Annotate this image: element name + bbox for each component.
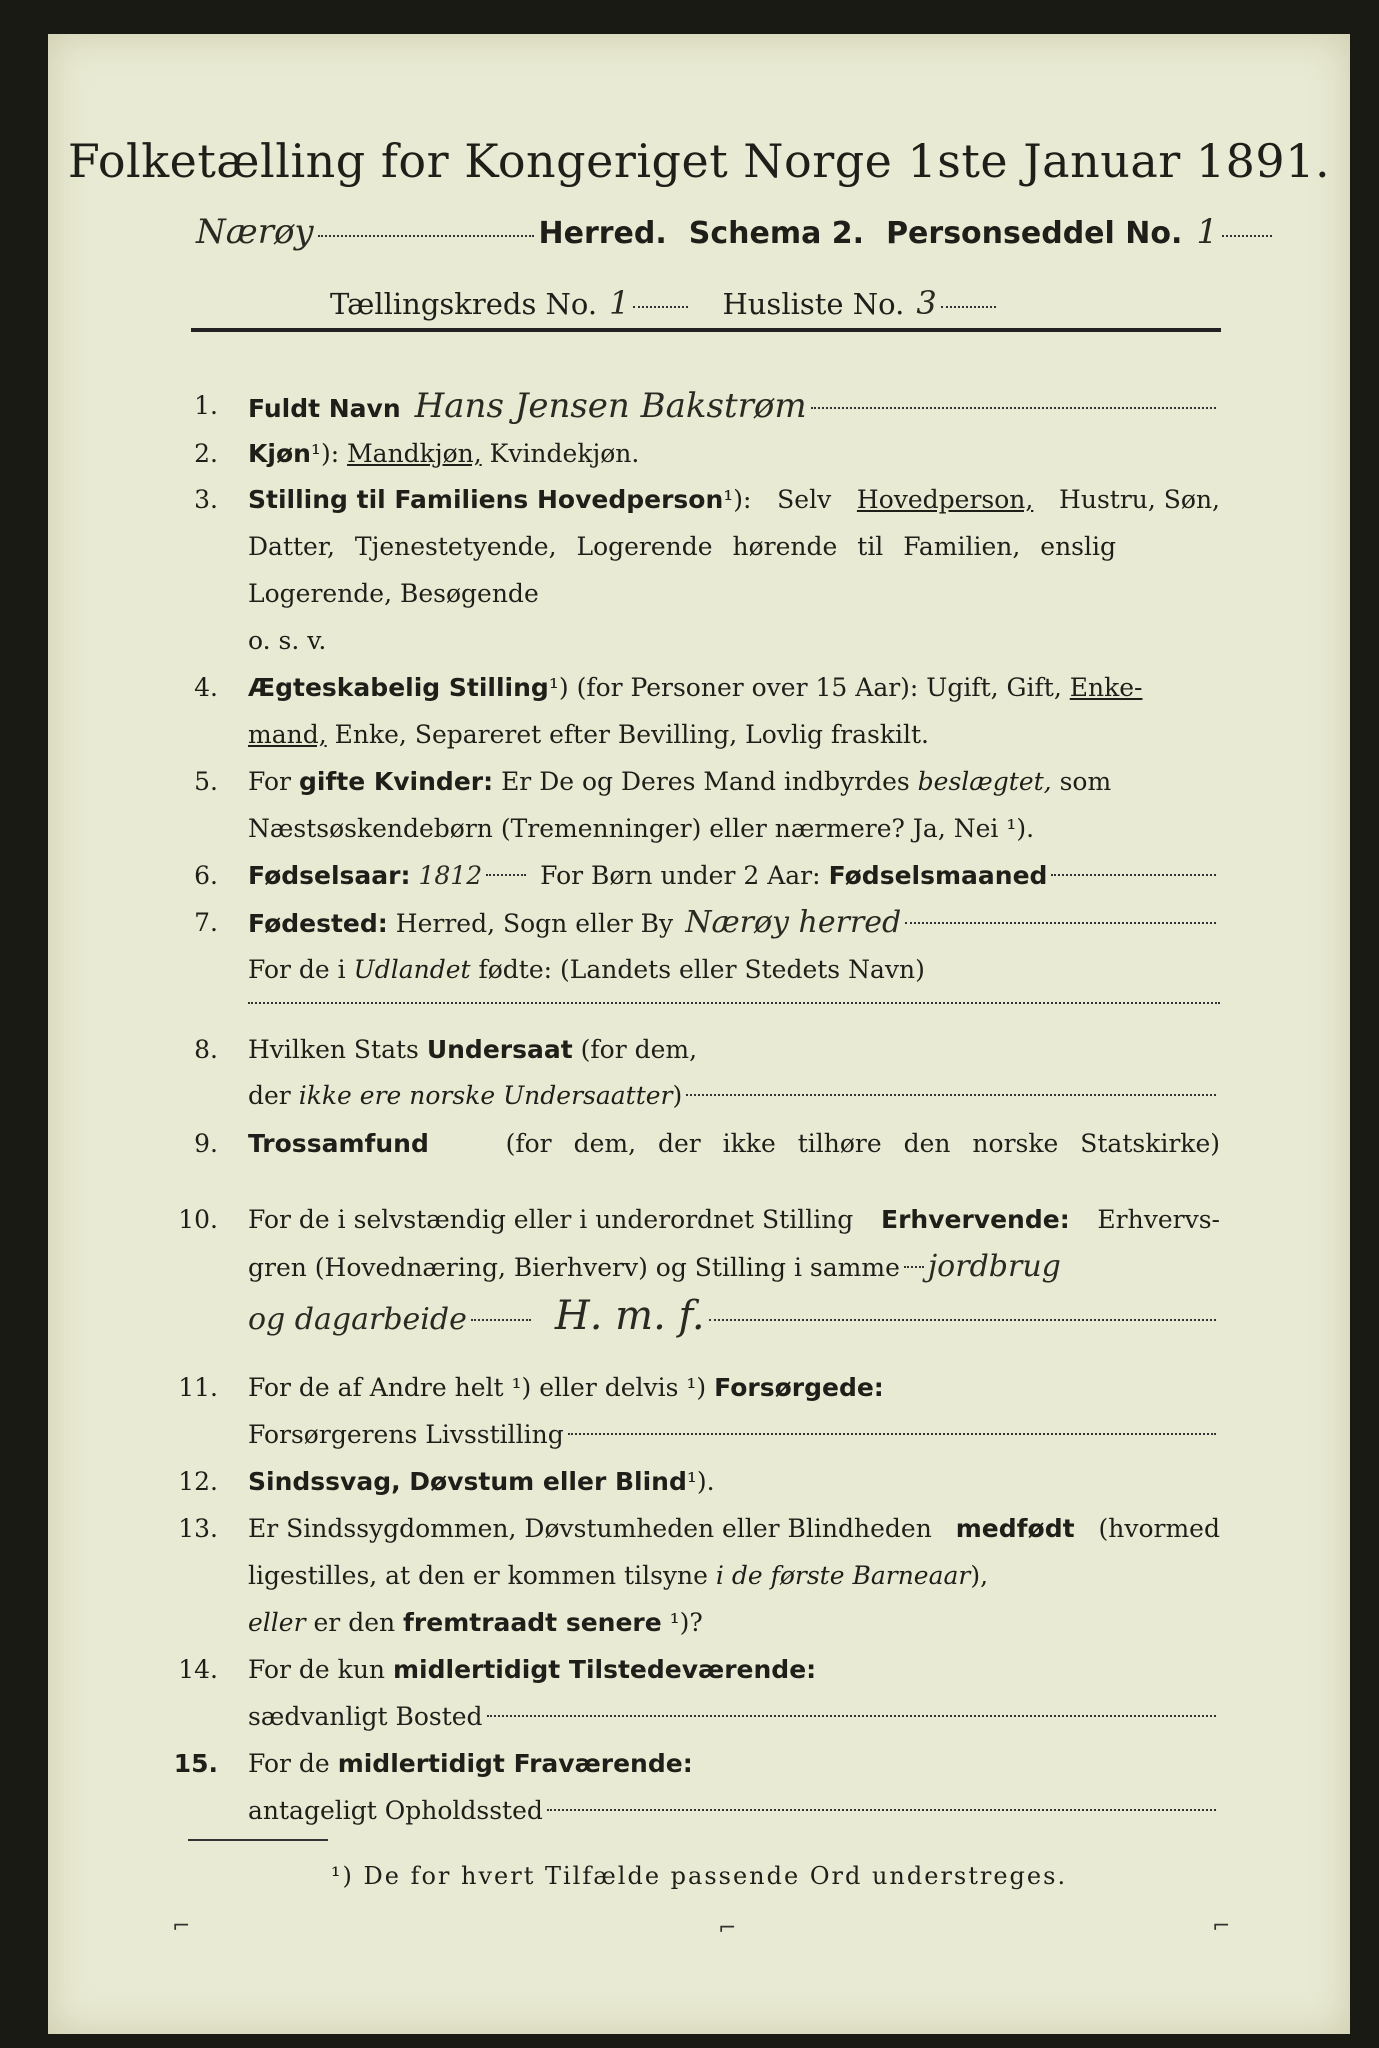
- item-text: som: [1059, 767, 1112, 796]
- item-text: ),: [970, 1561, 989, 1590]
- item-number: 9.: [194, 1129, 218, 1158]
- option-text: Datter, Tjenestetyende, Logerende hørende til Familien, enslig: [248, 532, 1117, 561]
- item-text: der: [248, 1081, 291, 1110]
- birth-year-answer: 1812: [418, 861, 483, 890]
- item-label: Fødested:: [248, 909, 388, 938]
- item-text: Erhvervs-: [1097, 1205, 1220, 1234]
- item-text-italic: eller: [248, 1608, 306, 1637]
- item-text: fødte: (Landets eller Stedets Navn): [478, 955, 925, 984]
- item-label: Forsørgede:: [714, 1373, 884, 1402]
- option-enkemand-underlined: Enke-: [1069, 673, 1143, 702]
- occupation-abbrev-answer: H. m. f.: [554, 1293, 705, 1339]
- full-name-answer: Hans Jensen Bakstrøm: [414, 386, 807, 426]
- item-number: 11.: [178, 1373, 218, 1402]
- footnote-ref: ¹):: [723, 485, 752, 514]
- margin-mark: ⌐: [172, 1914, 191, 1939]
- header-line-1: [196, 212, 1276, 252]
- item-label: midlertidigt Tilstedeværende:: [392, 1655, 817, 1684]
- item-label: Sindssvag, Døvstum eller Blind: [248, 1467, 687, 1496]
- item-label: Ægteskabelig Stilling: [248, 673, 549, 702]
- item-text: For de: [248, 1749, 330, 1778]
- item-text: For de af Andre helt ¹) eller delvis ¹): [248, 1373, 707, 1402]
- kreds-no: 1: [609, 284, 630, 322]
- footnote-rule: [188, 1839, 328, 1841]
- header-rule: [191, 328, 1221, 332]
- item-number: 13.: [178, 1514, 218, 1543]
- item-label: Trossamfund: [248, 1129, 429, 1158]
- husliste-no: 3: [916, 284, 937, 322]
- item-text: Er Sindssygdommen, Døvstumheden eller Blindheden: [248, 1514, 932, 1543]
- item-label: Erhvervende:: [881, 1205, 1070, 1234]
- item-text: Er De og Deres Mand indbyrdes: [501, 767, 910, 796]
- item-text: ligestilles, at den er kommen tilsyne: [248, 1561, 708, 1590]
- item-text: er den: [313, 1608, 396, 1637]
- husliste-label: Husliste No.: [722, 287, 905, 321]
- item-text: sædvanligt Bosted: [248, 1702, 483, 1731]
- kreds-label: Tællingskreds No.: [330, 287, 598, 321]
- footnote-ref: ¹): [548, 673, 569, 702]
- item-label: Kjøn: [248, 439, 311, 468]
- dotted-fill: [318, 235, 535, 237]
- item-text: ): [672, 1081, 683, 1110]
- item-text-italic: Udlandet: [353, 955, 471, 984]
- item-text: For de i selvstændig eller i underordnet Stilling: [248, 1205, 854, 1234]
- item-text: antageligt Opholdssted: [248, 1796, 543, 1825]
- option-text: Logerende, Besøgende: [248, 579, 539, 608]
- header-line-2: [330, 284, 1000, 322]
- footnote-ref: ¹):: [310, 439, 340, 468]
- personseddel-no: 1: [1196, 212, 1218, 252]
- item-text: For Børn under 2 Aar:: [540, 861, 821, 890]
- item-number: 12.: [178, 1467, 218, 1496]
- item-number: 15.: [173, 1749, 218, 1778]
- item-number: 7.: [194, 908, 218, 937]
- item-text: gren (Hovednæring, Bierhverv) og Stilling i samme: [248, 1253, 900, 1282]
- item-label: fremtraadt senere: [403, 1608, 662, 1637]
- margin-mark: ⌐: [718, 1916, 737, 1941]
- option-selv: Selv: [777, 485, 832, 514]
- item-text: Næstsøskendebørn (Tremenninger) eller nærmere? Ja, Nei ¹).: [248, 814, 1035, 843]
- item-text: (for dem, der ikke tilhøre den norske Statskirke): [505, 1129, 1220, 1158]
- item-text: (for dem,: [580, 1035, 698, 1064]
- option-enkemand-underlined: mand,: [248, 720, 327, 749]
- item-label: Fødselsaar:: [248, 861, 411, 890]
- schema-label: Schema 2.: [688, 216, 865, 251]
- item-text: For: [248, 767, 291, 796]
- item-text: For de i: [248, 955, 346, 984]
- footnote-ref: ¹).: [686, 1467, 715, 1496]
- item-text-italic: beslægtet,: [917, 767, 1052, 796]
- item-number: 3.: [194, 485, 218, 514]
- item-text: Herred, Sogn eller By: [395, 909, 674, 938]
- occupation-answer: jordbrug: [927, 1249, 1061, 1284]
- footnote: ¹) De for hvert Tilfælde passende Ord understreges.: [330, 1862, 1068, 1890]
- herred-label: Herred.: [538, 216, 667, 251]
- gender-female: Kvindekjøn.: [489, 439, 640, 468]
- item-number: 14.: [178, 1655, 218, 1684]
- item-number: 8.: [194, 1035, 218, 1064]
- item-label: midlertidigt Fraværende:: [337, 1749, 693, 1778]
- item-text: (hvormed: [1098, 1514, 1220, 1543]
- item-label: Undersaat: [426, 1035, 573, 1064]
- option-text: o. s. v.: [248, 626, 327, 655]
- census-form: [48, 34, 1350, 2034]
- item-label: Stilling til Familiens Hovedperson: [248, 485, 724, 514]
- option-text: Enke, Separeret efter Bevilling, Lovlig fraskilt.: [334, 720, 929, 749]
- option-text: (for Personer over 15 Aar): Ugift, Gift,: [576, 673, 1062, 702]
- item-label: gifte Kvinder:: [298, 767, 494, 796]
- item-label: Fuldt Navn: [248, 394, 401, 423]
- option-text: Hustru, Søn,: [1059, 485, 1220, 514]
- item-text-italic: i de første Barneaar: [715, 1561, 971, 1590]
- form-title: Folketælling for Kongeriget Norge 1ste Januar 1891.: [67, 134, 1331, 188]
- item-text: Hvilken Stats: [248, 1035, 419, 1064]
- occupation-answer-continued: og dagarbeide: [248, 1302, 467, 1337]
- birthplace-answer: Nærøy herred: [685, 905, 902, 940]
- item-text: For de kun: [248, 1655, 386, 1684]
- item-label: medfødt: [955, 1514, 1075, 1543]
- item-number: 6.: [194, 861, 218, 890]
- item-number: 2.: [194, 439, 218, 468]
- item-text: Forsørgerens Livsstilling: [248, 1420, 564, 1449]
- personseddel-label: Personseddel No.: [886, 216, 1183, 251]
- margin-mark: ⌐: [1212, 1914, 1231, 1939]
- footnote-ref: ¹)?: [669, 1608, 703, 1637]
- item-text-italic: ikke ere norske Undersaatter: [298, 1081, 673, 1110]
- gender-male-underlined: Mandkjøn,: [347, 439, 482, 468]
- item-label: Fødselsmaaned: [828, 861, 1048, 890]
- option-hovedperson-underlined: Hovedperson,: [856, 485, 1034, 514]
- blank-fill-line: [248, 1002, 1220, 1004]
- item-number: 4.: [194, 673, 218, 702]
- item-number: 1.: [194, 391, 218, 420]
- herred-name: Nærøy: [196, 212, 314, 252]
- item-number: 10.: [178, 1205, 218, 1234]
- item-number: 5.: [194, 767, 218, 796]
